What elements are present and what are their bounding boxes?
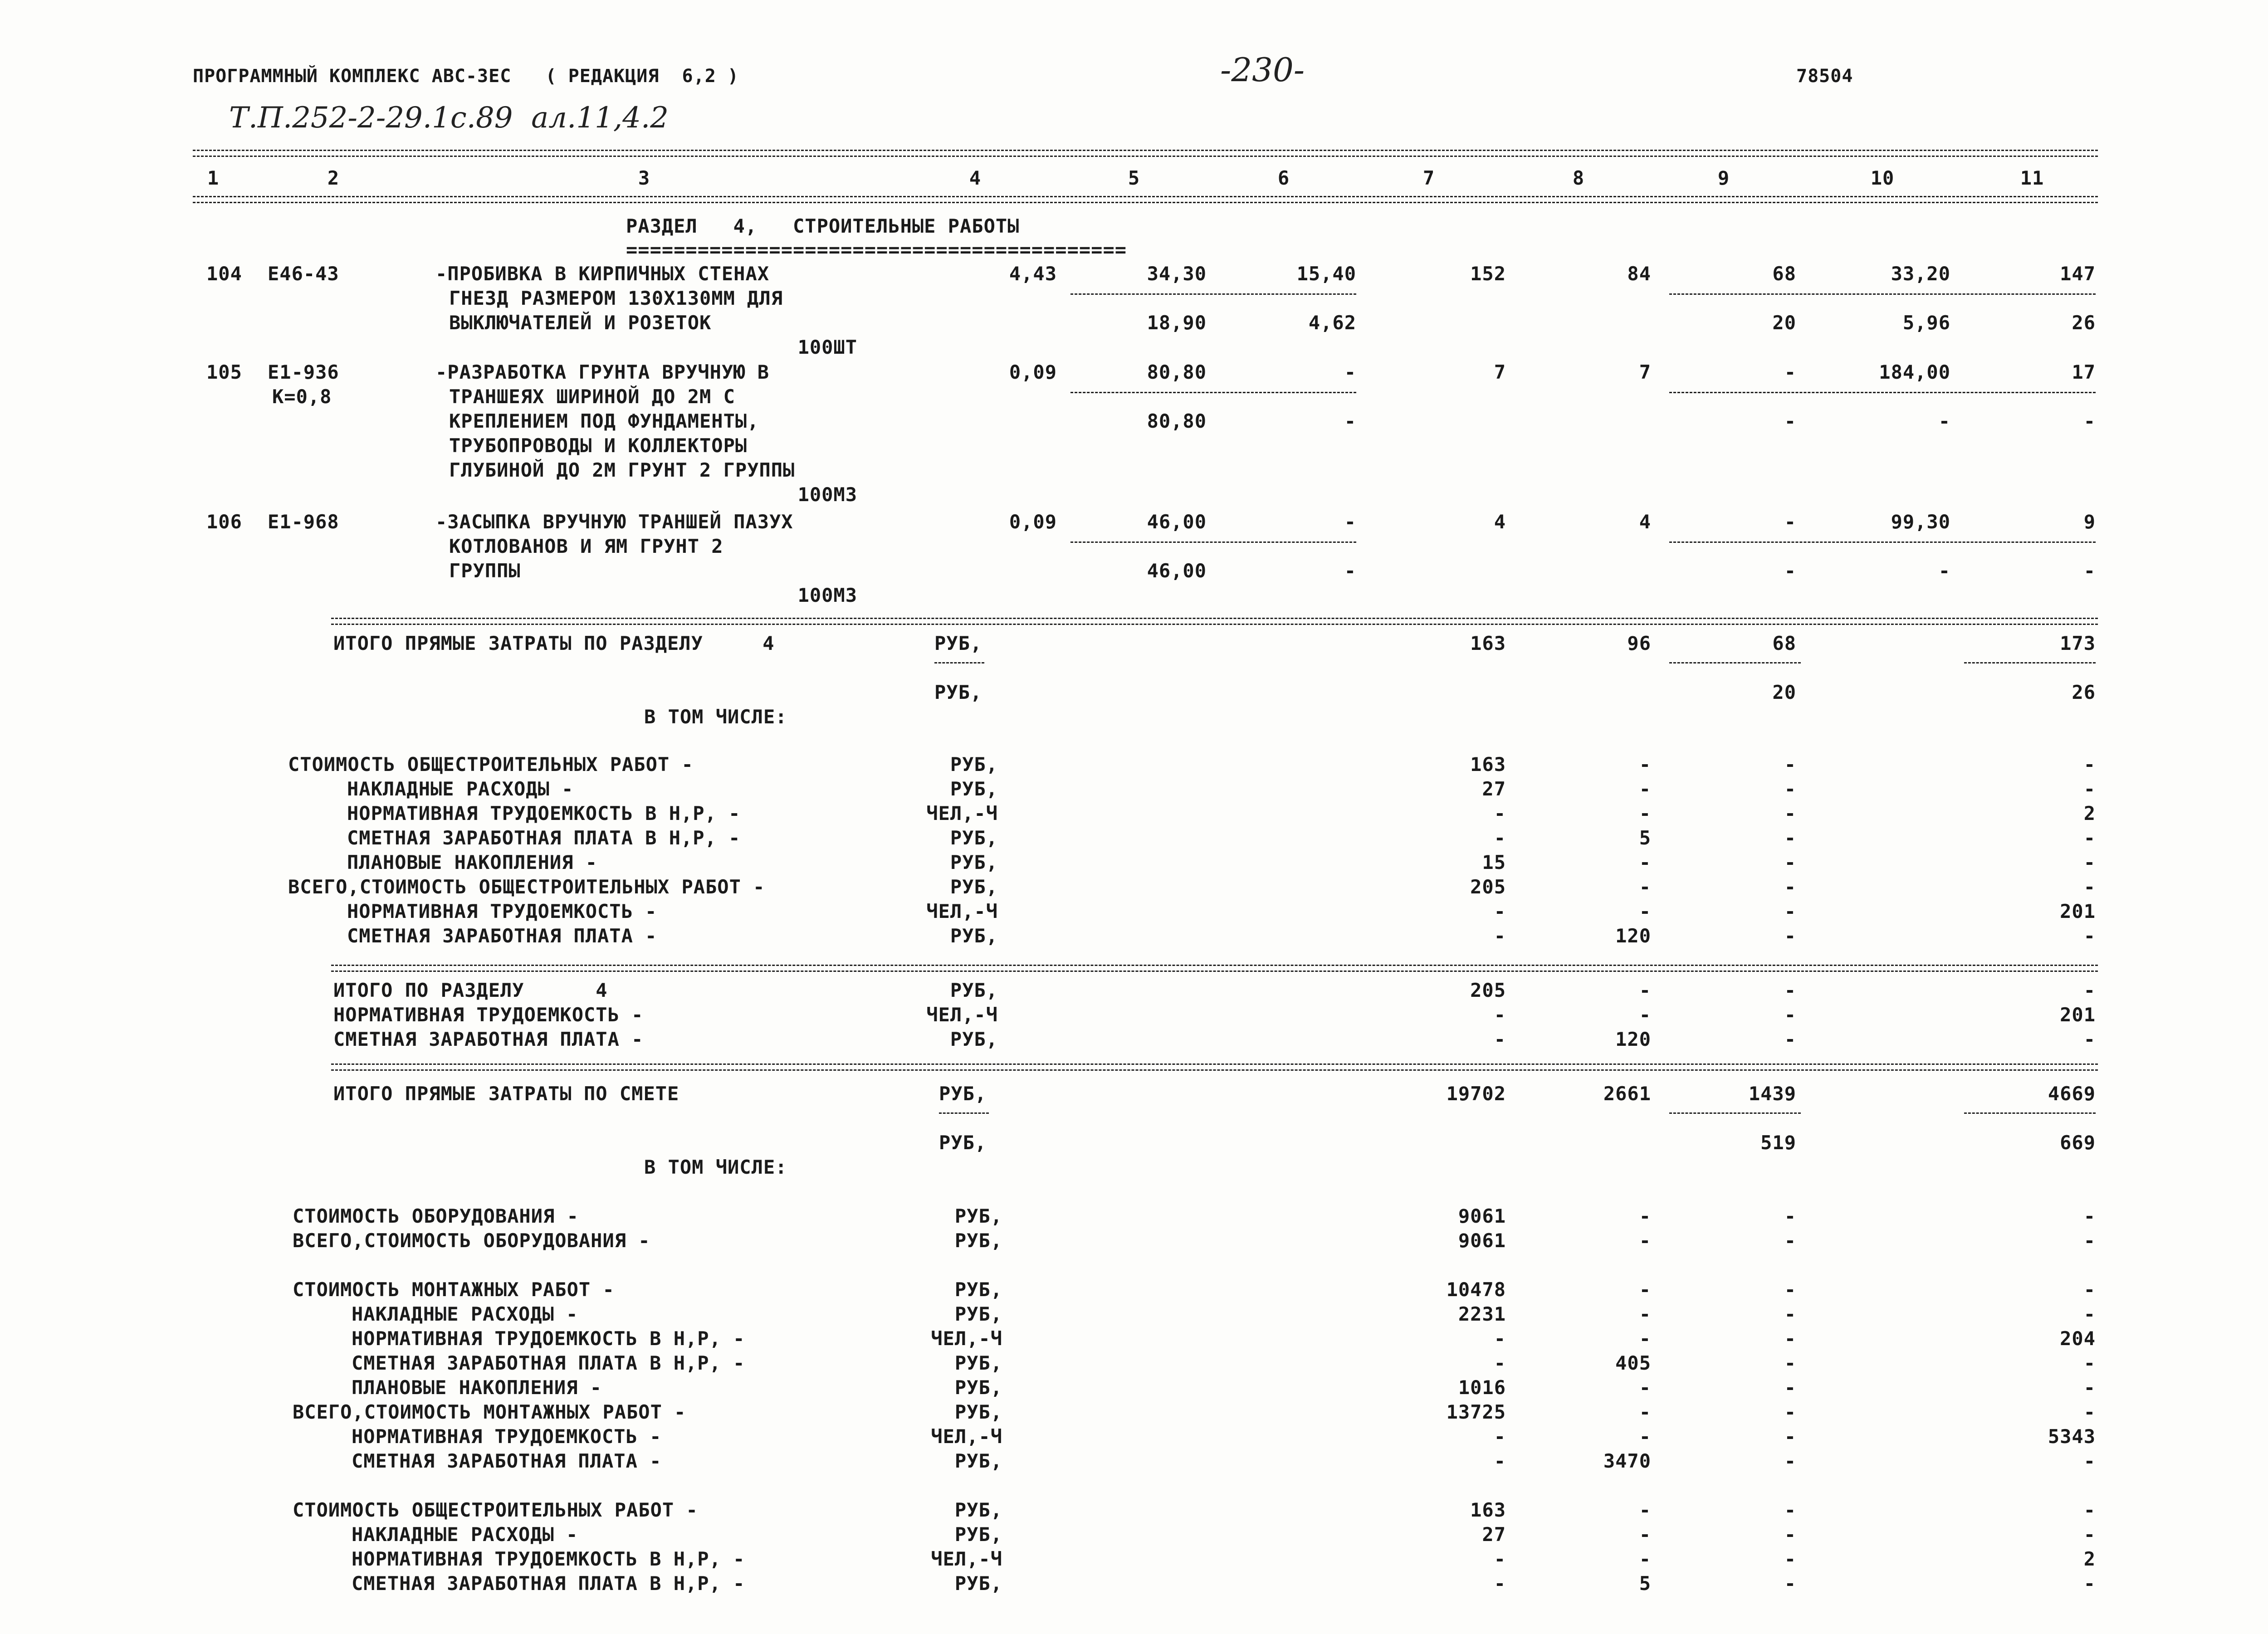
- estimate-direct-costs-unit: РУБ,: [939, 1083, 987, 1105]
- item-col6: -: [1344, 361, 1356, 383]
- section-breakdown-col9: -: [1784, 851, 1796, 873]
- estimate-col9-divider: [1669, 1112, 1801, 1114]
- section-breakdown-col9: -: [1784, 778, 1796, 800]
- section-summary-col9: -: [1784, 1004, 1796, 1026]
- column-number-2: 2: [327, 167, 340, 189]
- estimate-breakdown-col9: -: [1784, 1229, 1796, 1252]
- item-unit: 100М3: [797, 584, 857, 606]
- estimate-direct-col9: 1439: [1748, 1083, 1796, 1105]
- estimate-breakdown-unit: РУБ,: [954, 1401, 1002, 1423]
- item-col10: 99,30: [1891, 511, 1950, 533]
- item-description-line: ГРУППЫ: [449, 560, 521, 582]
- estimate-breakdown-col9: -: [1784, 1327, 1796, 1350]
- item-col10: 33,20: [1891, 263, 1950, 285]
- item-col7: 4: [1494, 511, 1506, 533]
- estimate-breakdown-col7: 9061: [1458, 1205, 1506, 1227]
- estimate-breakdown-label: ПЛАНОВЫЕ НАКОПЛЕНИЯ -: [352, 1376, 602, 1399]
- estimate-breakdown-col9: -: [1784, 1523, 1796, 1546]
- estimate-breakdown-unit: РУБ,: [954, 1352, 1002, 1374]
- estimate-breakdown-col7: 13725: [1446, 1401, 1506, 1423]
- section-breakdown-col11: -: [2083, 925, 2096, 947]
- column-number-11: 11: [2020, 167, 2044, 189]
- section-breakdown-label: СМЕТНАЯ ЗАРАБОТНАЯ ПЛАТА -: [347, 925, 657, 947]
- estimate-unit-divider: [939, 1112, 989, 1114]
- estimate-breakdown-col7: -: [1494, 1572, 1506, 1595]
- estimate-breakdown-col11: 204: [2060, 1327, 2096, 1350]
- item-col6-labor: -: [1344, 410, 1356, 432]
- estimate-breakdown-col8: -: [1639, 1499, 1651, 1521]
- item-col6: -: [1344, 511, 1356, 533]
- item-col9-labor: 20: [1772, 312, 1796, 334]
- item-col10: 184,00: [1879, 361, 1950, 383]
- item-col8: 7: [1639, 361, 1651, 383]
- section-breakdown-col8: -: [1639, 900, 1651, 922]
- estimate-breakdown-col8: -: [1639, 1523, 1651, 1546]
- section-summary-col8: -: [1639, 1004, 1651, 1026]
- section-breakdown-label: НОРМАТИВНАЯ ТРУДОЕМКОСТЬ В Н,Р, -: [347, 802, 741, 824]
- program-title: ПРОГРАММНЫЙ КОМПЛЕКС АВС-ЗЕС ( РЕДАКЦИЯ 6,2 ): [193, 66, 739, 87]
- estimate-labor-col9: 519: [1760, 1132, 1796, 1154]
- estimate-breakdown-col11: -: [2083, 1352, 2096, 1374]
- item-labor-divider: [1669, 293, 2096, 295]
- estimate-labor-unit: РУБ,: [939, 1132, 987, 1154]
- section-breakdown-label: СТОИМОСТЬ ОБЩЕСТРОИТЕЛЬНЫХ РАБОТ -: [288, 753, 694, 776]
- item-price-divider: [1070, 541, 1356, 543]
- column-number-5: 5: [1128, 167, 1140, 189]
- estimate-including-label: В ТОМ ЧИСЛЕ:: [644, 1156, 787, 1178]
- section-including-label: В ТОМ ЧИСЛЕ:: [644, 706, 787, 728]
- estimate-breakdown-col8: 405: [1615, 1352, 1651, 1374]
- section-breakdown-unit: ЧЕЛ,-Ч: [926, 802, 998, 824]
- estimate-direct-col8: 2661: [1603, 1083, 1651, 1105]
- item-col9: -: [1784, 511, 1796, 533]
- estimate-breakdown-col8: -: [1639, 1303, 1651, 1325]
- section-breakdown-col8: 5: [1639, 827, 1651, 849]
- section-breakdown-unit: ЧЕЛ,-Ч: [926, 900, 998, 922]
- estimate-breakdown-unit: ЧЕЛ,-Ч: [931, 1425, 1002, 1448]
- section-breakdown-col9: -: [1784, 827, 1796, 849]
- section-breakdown-col9: -: [1784, 925, 1796, 947]
- estimate-breakdown-col7: 27: [1482, 1523, 1506, 1546]
- item-col9-labor: -: [1784, 410, 1796, 432]
- estimate-breakdown-col8: -: [1639, 1401, 1651, 1423]
- section-col11-divider: [1964, 662, 2096, 663]
- section-breakdown-col7: 27: [1482, 778, 1506, 800]
- estimate-breakdown-col7: -: [1494, 1548, 1506, 1570]
- section-breakdown-unit: РУБ,: [950, 851, 998, 873]
- section-breakdown-col8: -: [1639, 876, 1651, 898]
- estimate-breakdown-label: ВСЕГО,СТОИМОСТЬ ОБОРУДОВАНИЯ -: [293, 1229, 650, 1252]
- item-quantity: 0,09: [1009, 361, 1057, 383]
- section-summary-col11: -: [2083, 1028, 2096, 1050]
- handwritten-reference: Т.П.252-2-29.1с.89 ал.11,4.2: [229, 101, 669, 135]
- section-summary-label: СМЕТНАЯ ЗАРАБОТНАЯ ПЛАТА -: [333, 1028, 644, 1050]
- item-number: 105: [206, 361, 242, 383]
- section-breakdown-col8: -: [1639, 778, 1651, 800]
- estimate-breakdown-label: СТОИМОСТЬ ОБЩЕСТРОИТЕЛЬНЫХ РАБОТ -: [293, 1499, 698, 1521]
- item-col7: 152: [1470, 263, 1506, 285]
- section-breakdown-col9: -: [1784, 900, 1796, 922]
- estimate-breakdown-label: СМЕТНАЯ ЗАРАБОТНАЯ ПЛАТА В Н,Р, -: [352, 1352, 745, 1374]
- section-summary-col7: -: [1494, 1004, 1506, 1026]
- section-summary-col8: 120: [1615, 1028, 1651, 1050]
- section-breakdown-label: СМЕТНАЯ ЗАРАБОТНАЯ ПЛАТА В Н,Р, -: [347, 827, 741, 849]
- item-col11: 147: [2060, 263, 2096, 285]
- item-unit-price-labor: 18,90: [1147, 312, 1207, 334]
- section-breakdown-unit: РУБ,: [950, 827, 998, 849]
- item-description-line: КРЕПЛЕНИЕМ ПОД ФУНДАМЕНТЫ,: [449, 410, 759, 432]
- estimate-breakdown-unit: РУБ,: [954, 1499, 1002, 1521]
- estimate-breakdown-col11: -: [2083, 1278, 2096, 1301]
- estimate-breakdown-label: НОРМАТИВНАЯ ТРУДОЕМКОСТЬ В Н,Р, -: [352, 1548, 745, 1570]
- item-unit-price: 80,80: [1147, 361, 1207, 383]
- estimate-breakdown-label: СМЕТНАЯ ЗАРАБОТНАЯ ПЛАТА В Н,Р, -: [352, 1572, 745, 1595]
- estimate-breakdown-col9: -: [1784, 1499, 1796, 1521]
- section-breakdown-col11: 201: [2060, 900, 2096, 922]
- item-col6-labor: -: [1344, 560, 1356, 582]
- estimate-breakdown-col8: -: [1639, 1327, 1651, 1350]
- estimate-breakdown-label: НАКЛАДНЫЕ РАСХОДЫ -: [352, 1303, 578, 1325]
- item-description-line: ГЛУБИНОЙ ДО 2М ГРУНТ 2 ГРУППЫ: [449, 459, 795, 481]
- section-breakdown-col11: -: [2083, 827, 2096, 849]
- item-unit-price: 46,00: [1147, 511, 1207, 533]
- item-col11-labor: -: [2083, 410, 2096, 432]
- section-summary-col7: 205: [1470, 979, 1506, 1001]
- estimate-breakdown-col9: -: [1784, 1572, 1796, 1595]
- item-unit: 100ШТ: [797, 336, 857, 358]
- page-number: -230-: [1220, 51, 1305, 89]
- estimate-breakdown-label: ВСЕГО,СТОИМОСТЬ МОНТАЖНЫХ РАБОТ -: [293, 1401, 686, 1423]
- section-breakdown-col11: -: [2083, 753, 2096, 776]
- item-col7: 7: [1494, 361, 1506, 383]
- section-direct-col7: 163: [1470, 632, 1506, 654]
- item-code: Е46-43: [268, 263, 339, 285]
- estimate-direct-col7: 19702: [1446, 1083, 1506, 1105]
- item-col9: -: [1784, 361, 1796, 383]
- estimate-col11-divider: [1964, 1112, 2096, 1114]
- section-breakdown-col7: -: [1494, 925, 1506, 947]
- section-direct-costs-unit: РУБ,: [934, 632, 982, 654]
- section-breakdown-col9: -: [1784, 876, 1796, 898]
- column-number-10: 10: [1870, 167, 1895, 189]
- section-breakdown-col7: -: [1494, 802, 1506, 824]
- section-breakdown-unit: РУБ,: [950, 753, 998, 776]
- section-labor-col9: 20: [1772, 681, 1796, 703]
- item-code: Е1-968: [268, 511, 339, 533]
- section-breakdown-label: НОРМАТИВНАЯ ТРУДОЕМКОСТЬ -: [347, 900, 657, 922]
- item-number: 104: [206, 263, 242, 285]
- estimate-breakdown-col11: -: [2083, 1401, 2096, 1423]
- estimate-breakdown-col8: 5: [1639, 1572, 1651, 1595]
- estimate-breakdown-unit: РУБ,: [954, 1229, 1002, 1252]
- estimate-breakdown-col11: -: [2083, 1376, 2096, 1399]
- section-direct-costs-label: ИТОГО ПРЯМЫЕ ЗАТРАТЫ ПО РАЗДЕЛУ 4: [333, 632, 775, 654]
- column-number-3: 3: [638, 167, 650, 189]
- section-breakdown-col8: 120: [1615, 925, 1651, 947]
- item-unit-price-labor: 46,00: [1147, 560, 1207, 582]
- section-col9-divider: [1669, 662, 1801, 663]
- estimate-breakdown-col8: -: [1639, 1205, 1651, 1227]
- estimate-breakdown-col11: -: [2083, 1450, 2096, 1472]
- column-number-9: 9: [1717, 167, 1730, 189]
- section-breakdown-col7: 205: [1470, 876, 1506, 898]
- item-col11-labor: -: [2083, 560, 2096, 582]
- item-col8: 84: [1627, 263, 1651, 285]
- estimate-labor-col11: 669: [2060, 1132, 2096, 1154]
- column-header-rule: [193, 196, 2098, 203]
- table-top-rule: [193, 150, 2098, 157]
- section-breakdown-col8: -: [1639, 851, 1651, 873]
- estimate-breakdown-col11: 5343: [2048, 1425, 2096, 1448]
- item-unit: 100М3: [797, 483, 857, 506]
- item-description-line: КОТЛОВАНОВ И ЯМ ГРУНТ 2: [449, 535, 723, 557]
- estimate-breakdown-col9: -: [1784, 1401, 1796, 1423]
- section-breakdown-col9: -: [1784, 802, 1796, 824]
- section-summary-label: НОРМАТИВНАЯ ТРУДОЕМКОСТЬ -: [333, 1004, 644, 1026]
- item-col11: 9: [2083, 511, 2096, 533]
- estimate-breakdown-unit: РУБ,: [954, 1303, 1002, 1325]
- estimate-breakdown-col8: -: [1639, 1278, 1651, 1301]
- estimate-breakdown-unit: РУБ,: [954, 1376, 1002, 1399]
- estimate-breakdown-unit: РУБ,: [954, 1278, 1002, 1301]
- estimate-breakdown-col8: -: [1639, 1548, 1651, 1570]
- item-col8: 4: [1639, 511, 1651, 533]
- estimate-breakdown-col9: -: [1784, 1548, 1796, 1570]
- section-direct-col8: 96: [1627, 632, 1651, 654]
- section-breakdown-label: ВСЕГО,СТОИМОСТЬ ОБЩЕСТРОИТЕЛЬНЫХ РАБОТ -: [288, 876, 765, 898]
- item-code: Е1-936: [268, 361, 339, 383]
- estimate-breakdown-col7: 1016: [1458, 1376, 1506, 1399]
- section-breakdown-col9: -: [1784, 753, 1796, 776]
- item-col11: 17: [2072, 361, 2096, 383]
- estimate-breakdown-col11: -: [2083, 1572, 2096, 1595]
- item-price-divider: [1070, 293, 1356, 295]
- column-number-1: 1: [207, 167, 220, 189]
- estimate-breakdown-col8: -: [1639, 1425, 1651, 1448]
- item-description-line: ТРАНШЕЯХ ШИРИНОЙ ДО 2М С: [449, 385, 735, 408]
- estimate-breakdown-col8: -: [1639, 1229, 1651, 1252]
- section-summary-unit: РУБ,: [950, 979, 998, 1001]
- estimate-breakdown-col9: -: [1784, 1425, 1796, 1448]
- section-breakdown-col11: -: [2083, 778, 2096, 800]
- estimate-breakdown-col8: 3470: [1603, 1450, 1651, 1472]
- estimate-breakdown-col11: -: [2083, 1499, 2096, 1521]
- item-quantity: 4,43: [1009, 263, 1057, 285]
- estimate-totals-rule: [331, 1063, 2098, 1071]
- section-summary-unit: РУБ,: [950, 1028, 998, 1050]
- section-breakdown-label: ПЛАНОВЫЕ НАКОПЛЕНИЯ -: [347, 851, 598, 873]
- section-breakdown-col11: -: [2083, 876, 2096, 898]
- estimate-breakdown-col7: -: [1494, 1327, 1506, 1350]
- estimate-breakdown-col11: -: [2083, 1523, 2096, 1546]
- estimate-breakdown-unit: ЧЕЛ,-Ч: [931, 1327, 1002, 1350]
- estimate-direct-costs-label: ИТОГО ПРЯМЫЕ ЗАТРАТЫ ПО СМЕТЕ: [333, 1083, 679, 1105]
- section-breakdown-unit: РУБ,: [950, 876, 998, 898]
- column-number-7: 7: [1422, 167, 1435, 189]
- section-breakdown-col7: 163: [1470, 753, 1506, 776]
- estimate-breakdown-col7: -: [1494, 1450, 1506, 1472]
- section-breakdown-col8: -: [1639, 802, 1651, 824]
- section-breakdown-col11: 2: [2083, 802, 2096, 824]
- section-direct-col11: 173: [2060, 632, 2096, 654]
- item-description-line: ВЫКЛЮЧАТЕЛЕЙ И РОЗЕТОК: [449, 312, 712, 334]
- estimate-breakdown-col7: 9061: [1458, 1229, 1506, 1252]
- section-breakdown-col7: 15: [1482, 851, 1506, 873]
- item-col11-labor: 26: [2072, 312, 2096, 334]
- item-col9-labor: -: [1784, 560, 1796, 582]
- section-breakdown-col11: -: [2083, 851, 2096, 873]
- estimate-breakdown-col7: 2231: [1458, 1303, 1506, 1325]
- column-number-8: 8: [1572, 167, 1585, 189]
- section-breakdown-unit: РУБ,: [950, 778, 998, 800]
- item-description-line: ТРУБОПРОВОДЫ И КОЛЛЕКТОРЫ: [449, 434, 748, 457]
- estimate-breakdown-col11: -: [2083, 1303, 2096, 1325]
- estimate-breakdown-col7: 163: [1470, 1499, 1506, 1521]
- estimate-breakdown-label: НОРМАТИВНАЯ ТРУДОЕМКОСТЬ -: [352, 1425, 662, 1448]
- estimate-breakdown-unit: РУБ,: [954, 1523, 1002, 1546]
- estimate-breakdown-label: НОРМАТИВНАЯ ТРУДОЕМКОСТЬ В Н,Р, -: [352, 1327, 745, 1350]
- estimate-breakdown-col9: -: [1784, 1278, 1796, 1301]
- estimate-breakdown-unit: ЧЕЛ,-Ч: [931, 1548, 1002, 1570]
- section-summary-rule: [331, 965, 2098, 972]
- estimate-breakdown-col11: -: [2083, 1205, 2096, 1227]
- section-breakdown-unit: РУБ,: [950, 925, 998, 947]
- estimate-breakdown-col8: -: [1639, 1376, 1651, 1399]
- section-unit-divider: [934, 662, 984, 663]
- item-coefficient: К=0,8: [272, 385, 332, 408]
- estimate-direct-col11: 4669: [2048, 1083, 2096, 1105]
- item-col6-labor: 4,62: [1308, 312, 1356, 334]
- item-labor-divider: [1669, 392, 2096, 393]
- section-breakdown-label: НАКЛАДНЫЕ РАСХОДЫ -: [347, 778, 574, 800]
- estimate-breakdown-col9: -: [1784, 1205, 1796, 1227]
- item-col10-labor: 5,96: [1902, 312, 1950, 334]
- item-col6: 15,40: [1296, 263, 1356, 285]
- column-number-6: 6: [1277, 167, 1290, 189]
- estimate-breakdown-label: НАКЛАДНЫЕ РАСХОДЫ -: [352, 1523, 578, 1546]
- item-col9: 68: [1772, 263, 1796, 285]
- item-description-line: -РАЗРАБОТКА ГРУНТА ВРУЧНУЮ В: [435, 361, 770, 383]
- estimate-breakdown-label: СТОИМОСТЬ МОНТАЖНЫХ РАБОТ -: [293, 1278, 615, 1301]
- item-description-line: -ЗАСЫПКА ВРУЧНУЮ ТРАНШЕЙ ПАЗУХ: [435, 511, 793, 533]
- estimate-breakdown-col11: -: [2083, 1229, 2096, 1252]
- estimate-breakdown-label: СТОИМОСТЬ ОБОРУДОВАНИЯ -: [293, 1205, 579, 1227]
- estimate-breakdown-col9: -: [1784, 1376, 1796, 1399]
- section-summary-col9: -: [1784, 979, 1796, 1001]
- section-summary-unit: ЧЕЛ,-Ч: [926, 1004, 998, 1026]
- estimate-breakdown-col7: 10478: [1446, 1278, 1506, 1301]
- item-labor-divider: [1669, 541, 2096, 543]
- estimate-breakdown-unit: РУБ,: [954, 1205, 1002, 1227]
- item-price-divider: [1070, 392, 1356, 393]
- section-breakdown-col7: -: [1494, 900, 1506, 922]
- section-title: РАЗДЕЛ 4, СТРОИТЕЛЬНЫЕ РАБОТЫ: [626, 215, 1020, 237]
- estimate-breakdown-col9: -: [1784, 1450, 1796, 1472]
- section-direct-col9: 68: [1772, 632, 1796, 654]
- estimate-breakdown-col7: -: [1494, 1425, 1506, 1448]
- estimate-breakdown-col9: -: [1784, 1352, 1796, 1374]
- column-number-4: 4: [969, 167, 982, 189]
- item-col10-labor: -: [1938, 410, 1950, 432]
- document-code: 78504: [1796, 66, 1853, 87]
- estimate-breakdown-label: СМЕТНАЯ ЗАРАБОТНАЯ ПЛАТА -: [352, 1450, 662, 1472]
- item-unit-price-labor: 80,80: [1147, 410, 1207, 432]
- section-summary-col11: 201: [2060, 1004, 2096, 1026]
- item-quantity: 0,09: [1009, 511, 1057, 533]
- estimate-breakdown-unit: РУБ,: [954, 1572, 1002, 1595]
- item-description-line: -ПРОБИВКА В КИРПИЧНЫХ СТЕНАХ: [435, 263, 770, 285]
- item-col10-labor: -: [1938, 560, 1950, 582]
- section-summary-col11: -: [2083, 979, 2096, 1001]
- section-summary-col8: -: [1639, 979, 1651, 1001]
- section-summary-label: ИТОГО ПО РАЗДЕЛУ 4: [333, 979, 608, 1001]
- section-summary-col7: -: [1494, 1028, 1506, 1050]
- section-labor-unit: РУБ,: [934, 681, 982, 703]
- estimate-breakdown-col11: 2: [2083, 1548, 2096, 1570]
- estimate-breakdown-unit: РУБ,: [954, 1450, 1002, 1472]
- section-labor-col11: 26: [2072, 681, 2096, 703]
- section-breakdown-col7: -: [1494, 827, 1506, 849]
- item-number: 106: [206, 511, 242, 533]
- section-totals-rule: [331, 618, 2098, 625]
- section-summary-col9: -: [1784, 1028, 1796, 1050]
- estimate-breakdown-col9: -: [1784, 1303, 1796, 1325]
- estimate-breakdown-col7: -: [1494, 1352, 1506, 1374]
- section-title-underline: ==========================================: [626, 239, 1127, 261]
- item-description-line: ГНЕЗД РАЗМЕРОМ 130Х130ММ ДЛЯ: [449, 287, 783, 309]
- section-breakdown-col8: -: [1639, 753, 1651, 776]
- item-unit-price: 34,30: [1147, 263, 1207, 285]
